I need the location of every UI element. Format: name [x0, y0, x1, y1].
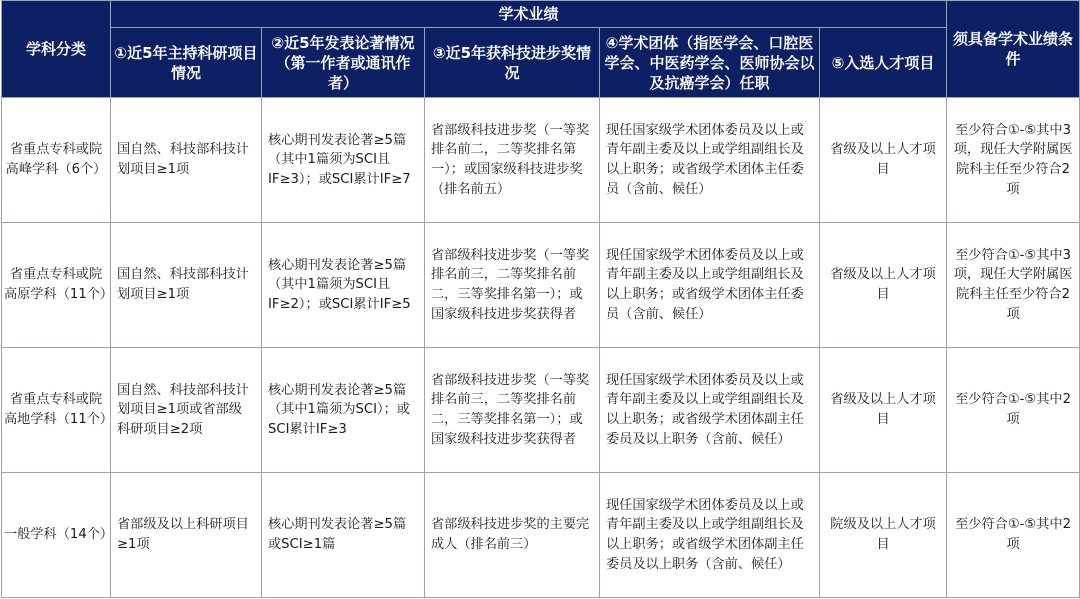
row-papers: 核心期刊发表论著≥5篇或SCI≥1篇	[262, 473, 425, 598]
row-talent: 省级及以上人才项目	[820, 98, 947, 223]
row-papers: 核心期刊发表论著≥5篇（其中1篇须为SCI）；或SCI累计IF≥3	[262, 348, 425, 473]
header-research-projects: ①近5年主持科研项目情况	[111, 28, 262, 98]
row-papers: 核心期刊发表论著≥5篇（其中1篇须为SCI且IF≥3）；或SCI累计IF≥7	[262, 98, 425, 223]
row-required: 至少符合①-⑤其中2项	[947, 473, 1080, 598]
header-academic-society: ④学术团体（指医学会、口腔医学会、中医药学会、医师协会以及抗癌学会）任职	[600, 28, 820, 98]
row-awards: 省部级科技进步奖的主要完成人（排名前三）	[425, 473, 600, 598]
academic-performance-table	[1, 0, 1080, 598]
row-required: 至少符合①-⑤其中3项，现任大学附属医院科主任至少符合2项	[947, 223, 1080, 348]
row-category: 一般学科（14个）	[2, 473, 111, 598]
header-academic-performance: 学术业绩	[111, 1, 947, 28]
table-row	[2, 98, 1080, 223]
row-papers: 核心期刊发表论著≥5篇（其中1篇须为SCI且IF≥2）；或SCI累计IF≥5	[262, 223, 425, 348]
row-category: 省重点专科或院高原学科（11个）	[2, 223, 111, 348]
row-talent: 省级及以上人才项目	[820, 348, 947, 473]
table-row	[2, 348, 1080, 473]
row-research: 省部级及以上科研项目≥1项	[111, 473, 262, 598]
header-talent-programs: ⑤入选人才项目	[820, 28, 947, 98]
row-category: 省重点专科或院高峰学科（6个）	[2, 98, 111, 223]
table-row	[2, 223, 1080, 348]
row-society: 现任国家级学术团体委员及以上或青年副主委及以上或学组副组长及以上职务；或省级学术团体主任委员（含前、候任）	[600, 98, 820, 223]
row-required: 至少符合①-⑤其中3项，现任大学附属医院科主任至少符合2项	[947, 98, 1080, 223]
row-society: 现任国家级学术团体委员及以上或青年副主委及以上或学组副组长及以上职务；或省级学术团体副主任委员及以上职务（含前、候任）	[600, 473, 820, 598]
row-society: 现任国家级学术团体委员及以上或青年副主委及以上或学组副组长及以上职务；或省级学术团体主任委员（含前、候任）	[600, 223, 820, 348]
header-subject-category: 学科分类	[2, 1, 111, 98]
row-research: 国自然、科技部科技计划项目≥1项	[111, 223, 262, 348]
table-row	[2, 473, 1080, 598]
row-research: 国自然、科技部科技计划项目≥1项	[111, 98, 262, 223]
row-society: 现任国家级学术团体委员及以上或青年副主委及以上或学组副组长及以上职务；或省级学术团体副主任委员及以上职务（含前、候任）	[600, 348, 820, 473]
row-talent: 院级及以上人才项目	[820, 473, 947, 598]
header-required-conditions: 须具备学术业绩条件	[947, 1, 1080, 98]
row-awards: 省部级科技进步奖（一等奖排名前三，二等奖排名前二，三等奖排名第一）；或国家级科技进步奖获得者	[425, 348, 600, 473]
header-science-awards: ③近5年获科技进步奖情况	[425, 28, 600, 98]
header-publications: ②近5年发表论著情况（第一作者或通讯作者）	[262, 28, 425, 98]
row-awards: 省部级科技进步奖（一等奖排名前三，二等奖排名前二，三等奖排名第一）；或国家级科技进步奖获得者	[425, 223, 600, 348]
row-required: 至少符合①-⑤其中2项	[947, 348, 1080, 473]
row-category: 省重点专科或院高地学科（11个）	[2, 348, 111, 473]
row-research: 国自然、科技部科技计划项目≥1项或省部级科研项目≥2项	[111, 348, 262, 473]
row-talent: 省级及以上人才项目	[820, 223, 947, 348]
row-awards: 省部级科技进步奖（一等奖排名前二，二等奖排名第一）；或国家级科技进步奖（排名前五）	[425, 98, 600, 223]
